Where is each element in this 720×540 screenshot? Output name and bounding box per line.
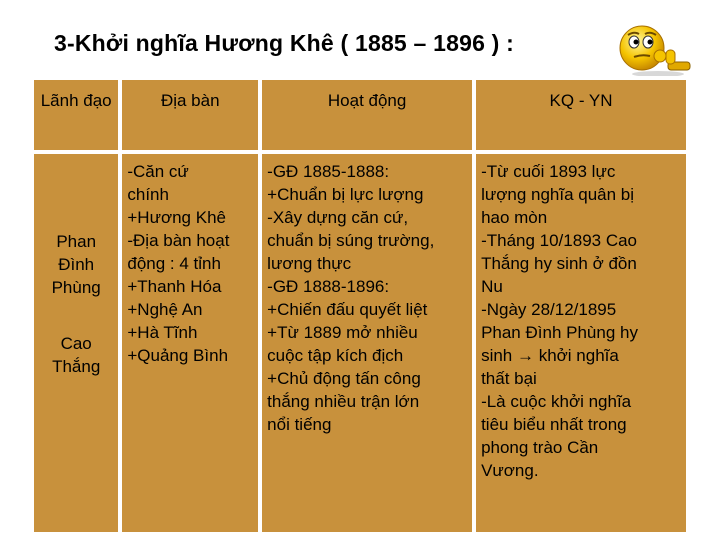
header-dia-ban: Địa bàn bbox=[122, 80, 258, 150]
table-header-row bbox=[34, 80, 686, 150]
kq-yn-line: hao mòn bbox=[481, 208, 548, 227]
kq-yn-line: Vương. bbox=[481, 461, 539, 480]
hoat-dong-line: -GĐ 1885-1888: bbox=[267, 162, 390, 181]
kq-yn-line: Phan Đình Phùng hy bbox=[481, 323, 638, 342]
dia-ban-line: -Căn cứ bbox=[127, 162, 189, 181]
leader-cao-thang: Cao Thắng bbox=[52, 334, 101, 376]
header-hoat-dong: Hoạt động bbox=[262, 80, 472, 150]
cell-dia-ban bbox=[122, 154, 258, 532]
kq-yn-line: -Từ cuối 1893 lực bbox=[481, 162, 616, 181]
cell-hoat-dong bbox=[262, 154, 472, 532]
hoat-dong-line: -GĐ 1888-1896: bbox=[267, 277, 390, 296]
hoat-dong-line: thắng nhiều trận lớn bbox=[267, 392, 420, 411]
kq-yn-line: phong trào Cần bbox=[481, 438, 599, 457]
cell-kq-yn bbox=[476, 154, 686, 532]
kq-yn-line: -Là cuộc khởi nghĩa bbox=[481, 392, 632, 411]
hoat-dong-line: +Từ 1889 mở nhiều bbox=[267, 323, 418, 342]
dia-ban-line: chính bbox=[127, 185, 169, 204]
dia-ban-line: +Hương Khê bbox=[127, 208, 226, 227]
hoat-dong-line: +Chủ động tấn công bbox=[267, 369, 421, 388]
kq-yn-line: tiêu biểu nhất trong bbox=[481, 415, 627, 434]
dia-ban-line: động : 4 tỉnh bbox=[127, 254, 221, 273]
dia-ban-line: +Thanh Hóa bbox=[127, 277, 222, 296]
table-row bbox=[34, 154, 686, 532]
dia-ban-line: +Hà Tĩnh bbox=[127, 323, 198, 342]
header-kq-yn: KQ - YN bbox=[476, 80, 686, 150]
thinking-smiley-icon bbox=[612, 20, 696, 76]
kq-yn-line: sinh → khởi nghĩa bbox=[481, 346, 619, 365]
hoat-dong-line: +Chuẩn bị lực lượng bbox=[267, 185, 424, 204]
hoat-dong-line: lương thực bbox=[267, 254, 352, 273]
kq-yn-line: -Tháng 10/1893 Cao bbox=[481, 231, 638, 250]
uprising-table bbox=[30, 76, 690, 536]
kq-yn-line: Nu bbox=[481, 277, 503, 296]
dia-ban-line: -Địa bàn hoạt bbox=[127, 231, 230, 250]
dia-ban-line: +Quảng Bình bbox=[127, 346, 229, 365]
hoat-dong-line: chuẩn bị súng trường, bbox=[267, 231, 435, 250]
hoat-dong-line: nổi tiếng bbox=[267, 415, 332, 434]
kq-yn-line: Thắng hy sinh ở đồn bbox=[481, 254, 637, 273]
hoat-dong-line: +Chiến đấu quyết liệt bbox=[267, 300, 428, 319]
kq-yn-line: thất bại bbox=[481, 369, 537, 388]
page-title: 3-Khởi nghĩa Hương Khê ( 1885 – 1896 ) : bbox=[54, 30, 514, 56]
leader-phan-dinh-phung: Phan Đình Phùng bbox=[51, 232, 101, 297]
header-lanh-dao: Lãnh đạo bbox=[34, 80, 118, 150]
cell-leaders bbox=[34, 154, 118, 532]
dia-ban-line: +Nghệ An bbox=[127, 300, 203, 319]
kq-yn-line: -Ngày 28/12/1895 bbox=[481, 300, 617, 319]
hoat-dong-line: cuộc tập kích địch bbox=[267, 346, 404, 365]
kq-yn-line: lượng nghĩa quân bị bbox=[481, 185, 635, 204]
hoat-dong-line: -Xây dựng căn cứ, bbox=[267, 208, 409, 227]
